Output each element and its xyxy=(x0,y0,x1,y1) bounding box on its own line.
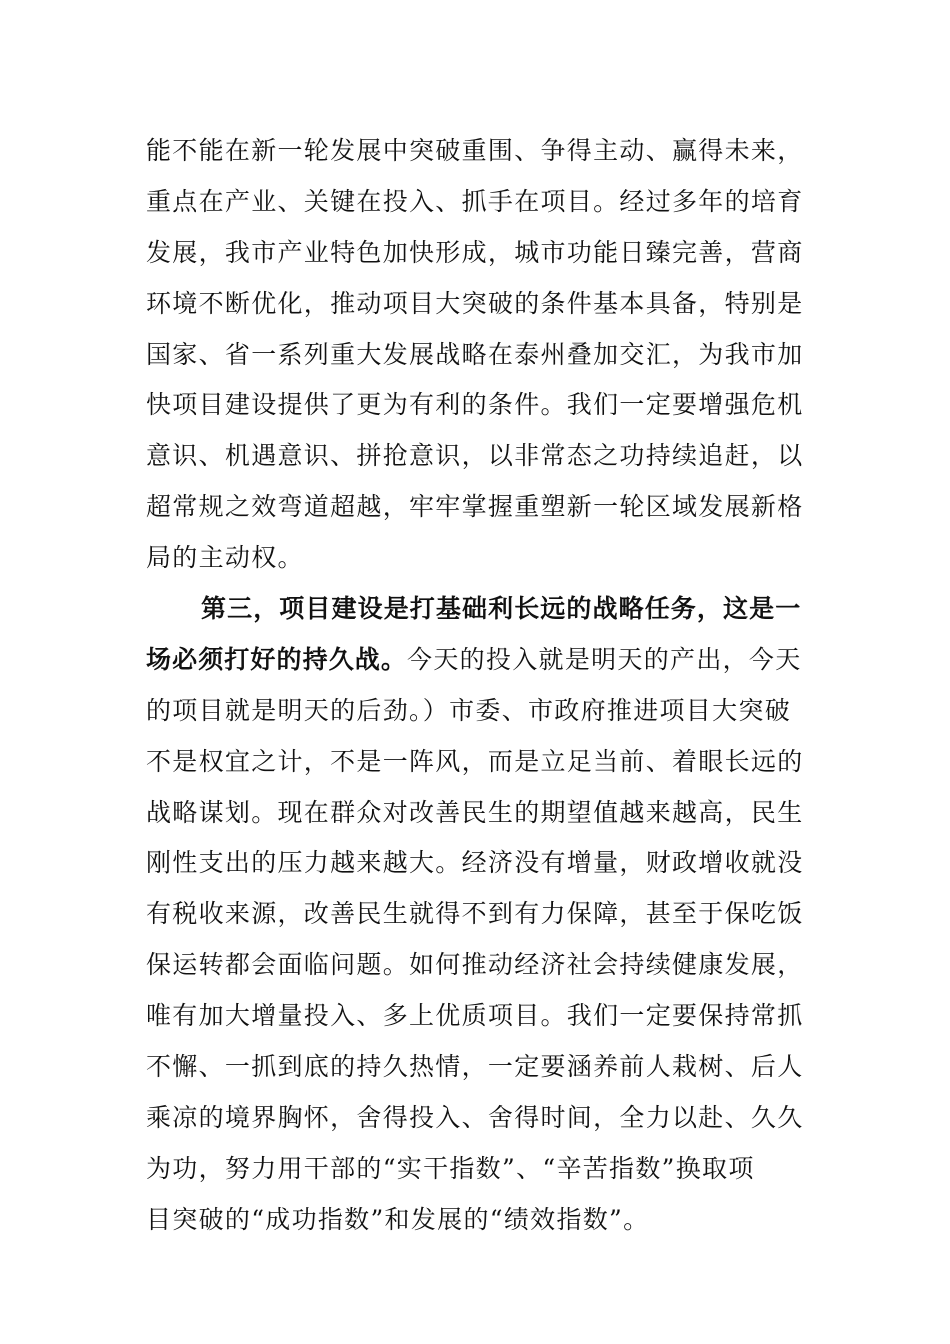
document-body xyxy=(146,126,808,1246)
text-line: 乘凉的境界胸怀，舍得投入、舍得时间，全力以赴、久久 xyxy=(146,1102,804,1132)
text-line xyxy=(146,635,808,686)
text-line: 超常规之效弯道超越，牢牢掌握重塑新一轮区域发展新格 xyxy=(146,492,804,522)
text-line: 唯有加大增量投入、多上优质项目。我们一定要保持常抓 xyxy=(146,1001,804,1031)
text-line: 刚性支出的压力越来越大。经济没有增量，财政增收就没 xyxy=(146,848,804,878)
text-line: 目突破的“成功指数”和发展的“绩效指数”。 xyxy=(146,1204,650,1234)
text-line: 重点在产业、关键在投入、抓手在项目。经过多年的培育 xyxy=(146,186,804,216)
text-line: 不是权宜之计，不是一阵风，而是立足当前、着眼长远的 xyxy=(146,746,804,776)
text-line: 保运转都会面临问题。如何推动经济社会持续健康发展， xyxy=(146,950,804,980)
text-segment: 今天的投入就是明天的产出，今天 xyxy=(407,644,802,674)
text-line: 国家、省一系列重大发展战略在泰州叠加交汇，为我市加 xyxy=(146,339,804,369)
text-line: 环境不断优化，推动项目大突破的条件基本具备，特别是 xyxy=(146,288,804,318)
text-line: 发展，我市产业特色加快形成，城市功能日臻完善，营商 xyxy=(146,237,804,267)
paragraph-1 xyxy=(146,126,808,584)
text-line-heading xyxy=(146,584,808,635)
text-line: 不懈、一抓到底的持久热情，一定要涵养前人栽树、后人 xyxy=(146,1052,804,1082)
paragraph-2 xyxy=(146,584,808,1246)
text-line: 的项目就是明天的后劲。）市委、市政府推进项目大突破 xyxy=(146,695,792,725)
text-line: 意识、机遇意识、拼抢意识，以非常态之功持续追赶，以 xyxy=(146,441,804,471)
bold-heading-text-end: 场必须打好的持久战。 xyxy=(146,644,408,674)
text-line: 战略谋划。现在群众对改善民生的期望值越来越高，民生 xyxy=(146,797,804,827)
text-line: 有税收来源，改善民生就得不到有力保障，甚至于保吃饭 xyxy=(146,899,804,929)
text-line: 能不能在新一轮发展中突破重围、争得主动、赢得未来， xyxy=(146,136,804,165)
text-line: 为功，努力用干部的“实干指数”、“辛苦指数”换取项 xyxy=(146,1153,755,1183)
text-line: 局的主动权。 xyxy=(146,543,304,573)
bold-heading-text: 第三，项目建设是打基础利长远的战略任务，这是一 xyxy=(201,594,802,624)
text-line: 快项目建设提供了更为有利的条件。我们一定要增强危机 xyxy=(146,390,804,420)
